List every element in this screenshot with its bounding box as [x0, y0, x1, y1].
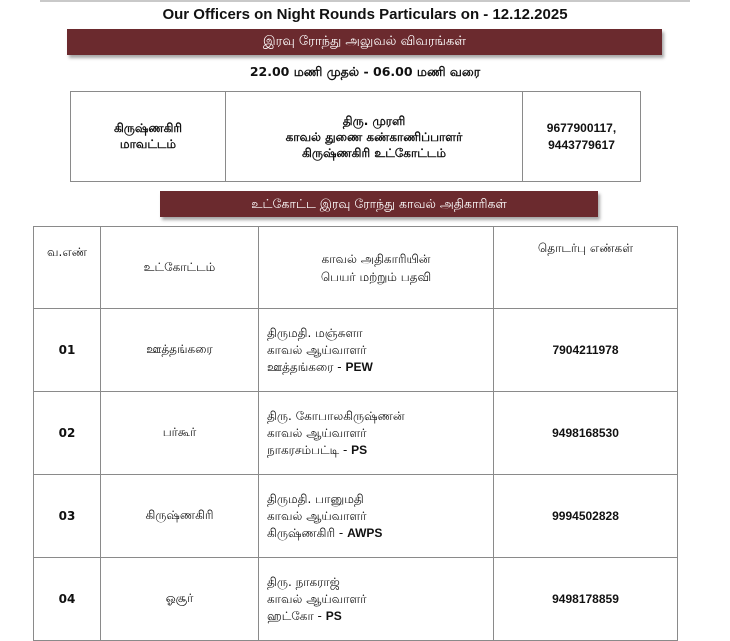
officer-name: திருமதி. பானுமதி	[267, 491, 364, 506]
district-name: கிருஷ்ணகிரி	[113, 120, 183, 135]
duty-timing: 22.00 மணி முதல் - 06.00 மணி வரை	[249, 64, 481, 79]
subdivision-officers-banner: உட்கோட்ட இரவு ரோந்து காவல் அதிகாரிகள்	[160, 191, 598, 217]
officer-station	[267, 608, 492, 625]
station-code: PS	[325, 608, 342, 623]
row-sno: 04	[34, 558, 101, 641]
station-name: ஹட்கோ -	[267, 608, 326, 623]
header-sno: வ.எண்	[34, 227, 101, 309]
officer-rank: காவல் ஆய்வாளர்	[267, 508, 367, 523]
row-officer	[259, 558, 494, 641]
officer-name: திரு. கோபாலகிருஷ்ணன்	[267, 408, 405, 423]
table-row	[34, 392, 678, 475]
row-officer	[259, 475, 494, 558]
officer-station	[267, 525, 492, 542]
subdivision-officers-table	[33, 226, 678, 641]
row-subdivision: கிருஷ்ணகிரி	[101, 475, 259, 558]
officer-station	[267, 359, 492, 376]
header-contact: தொடர்பு எண்கள்	[494, 227, 678, 309]
station-name: நாகரசம்பட்டி -	[267, 442, 352, 457]
row-phone: 9498178859	[494, 558, 678, 641]
header-officer-line2: பெயர் மற்றும் பதவி	[320, 269, 432, 284]
row-sno: 02	[34, 392, 101, 475]
header-subdivision: உட்கோட்டம்	[101, 227, 259, 309]
header-officer	[259, 227, 494, 309]
top-rule	[40, 0, 690, 2]
row-subdivision: பர்கூர்	[101, 392, 259, 475]
night-rounds-banner: இரவு ரோந்து அலுவல் விவரங்கள்	[67, 29, 662, 55]
page-title: Our Officers on Night Rounds Particulars on - 12.12.2025	[162, 6, 568, 23]
station-name: ஊத்தங்கரை -	[267, 359, 346, 374]
table-row	[34, 558, 678, 641]
row-phone: 9498168530	[494, 392, 678, 475]
row-phone: 7904211978	[494, 309, 678, 392]
officer-rank: காவல் ஆய்வாளர்	[267, 425, 367, 440]
table-header-row	[34, 227, 678, 309]
station-name: கிருஷ்ணகிரி -	[267, 525, 348, 540]
header-officer-line1: காவல் அதிகாரியின்	[321, 251, 431, 266]
table-row	[34, 309, 678, 392]
row-subdivision: ஊத்தங்கரை	[101, 309, 259, 392]
row-officer	[259, 392, 494, 475]
officer-name: திருமதி. மஞ்சுளா	[267, 325, 363, 340]
district-officer-subdivision: கிருஷ்ணகிரி உட்கோட்டம்	[302, 145, 446, 160]
row-subdivision: ஓசூர்	[101, 558, 259, 641]
district-phone-2: 9443779617	[548, 137, 615, 152]
district-officer-table	[70, 91, 641, 182]
officer-rank: காவல் ஆய்வாளர்	[267, 342, 367, 357]
district-label: மாவட்டம்	[119, 136, 177, 151]
row-sno: 01	[34, 309, 101, 392]
officer-station	[267, 442, 492, 459]
district-phone-1: 9677900117,	[546, 120, 617, 135]
district-officer-cell	[226, 92, 523, 182]
row-officer	[259, 309, 494, 392]
table-row	[34, 475, 678, 558]
officer-rank: காவல் ஆய்வாளர்	[267, 591, 367, 606]
station-code: AWPS	[347, 525, 383, 540]
district-officer-rank: காவல் துணை கண்காணிப்பாளர்	[285, 129, 463, 144]
district-officer-name: திரு. முரளி	[342, 113, 406, 128]
row-sno: 03	[34, 475, 101, 558]
row-phone: 9994502828	[494, 475, 678, 558]
officer-name: திரு. நாகராஜ்	[267, 574, 340, 589]
station-code: PS	[351, 442, 368, 457]
district-phone-cell	[523, 92, 641, 182]
district-name-cell	[71, 92, 226, 182]
station-code: PEW	[345, 359, 373, 374]
